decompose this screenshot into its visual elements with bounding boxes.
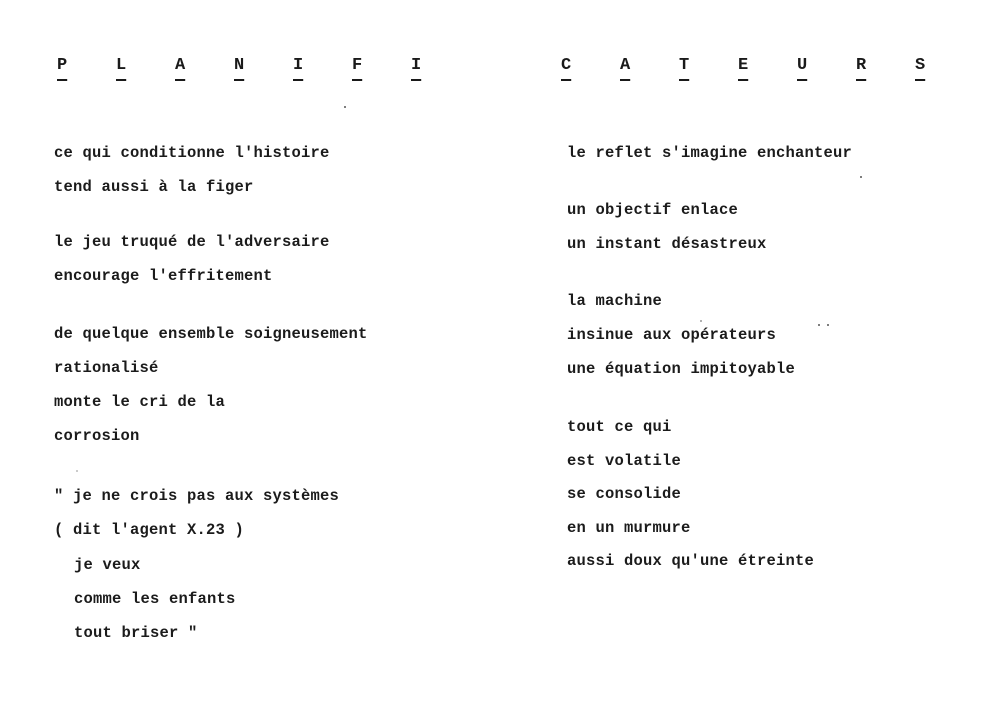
title-letter: R (856, 56, 867, 75)
title-letter: E (738, 56, 749, 75)
title-letter: T (679, 56, 690, 75)
poem-line: une équation impitoyable (567, 360, 796, 378)
poem-line: le jeu truqué de l'adversaire (54, 233, 330, 251)
poem-line: se consolide (567, 485, 682, 503)
poem-line: tend aussi à la figer (54, 178, 254, 196)
title-letter: N (234, 56, 245, 75)
poem-line: un instant désastreux (567, 235, 767, 253)
title-letter: U (797, 56, 808, 75)
poem-line: la machine (567, 292, 663, 310)
poem-line: encourage l'effritement (54, 267, 273, 285)
paper-speck (344, 106, 346, 108)
poem-line: je veux (74, 556, 141, 574)
poem-line: est volatile (567, 452, 682, 470)
paper-speck (818, 324, 820, 326)
paper-speck (860, 176, 862, 178)
title-letter: C (561, 56, 572, 75)
poem-line: le reflet s'imagine enchanteur (567, 144, 853, 162)
poem-line: ( dit l'agent X.23 ) (54, 521, 245, 539)
paper-speck (76, 470, 78, 472)
poem-line: monte le cri de la (54, 393, 226, 411)
poem-line: en un murmure (567, 519, 691, 537)
title-letter: I (411, 56, 422, 75)
title-letter: L (116, 56, 127, 75)
title-letter: A (620, 56, 631, 75)
poem-line: ce qui conditionne l'histoire (54, 144, 330, 162)
title-letter: I (293, 56, 304, 75)
poem-line: un objectif enlace (567, 201, 739, 219)
poem-line: rationalisé (54, 359, 159, 377)
title-letter: S (915, 56, 926, 75)
poem-line: " je ne crois pas aux systèmes (54, 487, 340, 505)
title-letter: A (175, 56, 186, 75)
poem-line: aussi doux qu'une étreinte (567, 552, 815, 570)
paper-speck (827, 324, 829, 326)
poem-line: corrosion (54, 427, 140, 445)
title-letter: P (57, 56, 68, 75)
poem-line: tout briser " (74, 624, 198, 642)
poem-line: comme les enfants (74, 590, 236, 608)
paper-speck (700, 320, 702, 322)
poem-line: de quelque ensemble soigneusement (54, 325, 368, 343)
poem-line: tout ce qui (567, 418, 672, 436)
title-letter: F (352, 56, 363, 75)
poem-line: insinue aux opérateurs (567, 326, 777, 344)
